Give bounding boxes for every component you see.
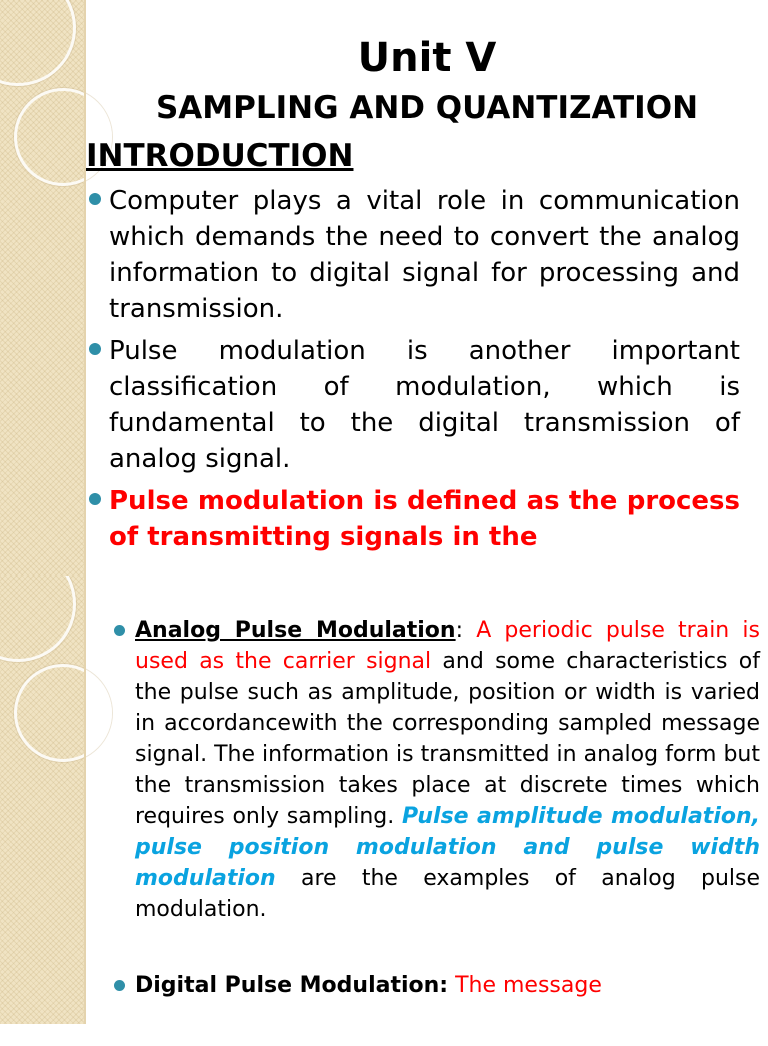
bullet-text-highlight: Pulse modulation is defined as the process of transmitting signals in the <box>109 486 740 552</box>
strip-edge <box>84 576 86 1024</box>
bullet-icon <box>114 625 125 636</box>
decorative-strip <box>0 0 84 576</box>
term-separator: : <box>455 618 477 643</box>
definition-highlight: A periodic pulse train is used as the carrier signal <box>135 618 760 674</box>
examples-highlight: Pulse amplitude modulation, pulse position modulation and pulse width modulation <box>135 804 760 891</box>
list-item <box>109 483 740 555</box>
ring-decoration <box>0 576 76 662</box>
bullet-icon <box>89 193 101 205</box>
decorative-strip <box>0 576 84 1024</box>
definition-highlight-digital: The message <box>448 973 602 998</box>
bullet-text: Computer plays a vital role in communication which demands the need to convert the analog information to digital signal for processing and transmission. <box>109 186 740 324</box>
bullet-text: Pulse modulation is another important classification of modulation, which is fundamental to the digital transmission of analog signal. <box>109 336 740 474</box>
term-analog-pulse-modulation: Analog Pulse Modulation <box>135 618 456 643</box>
slide-title: Unit V <box>357 35 497 81</box>
definition-text-end: are the examples of analog pulse modulation. <box>135 866 760 922</box>
ring-decoration <box>14 664 112 762</box>
definition-text: and some characteristics of the pulse such as amplitude, position or width is varied in accordancewith the corresponding sampled message signal. The information is transmitted in analog form but the transmission takes place at discrete times which requires only sampling. <box>135 649 760 829</box>
bullet-icon <box>89 493 101 505</box>
strip-edge <box>84 0 86 576</box>
slide-subtitle: SAMPLING AND QUANTIZATION <box>155 90 699 126</box>
ring-decoration <box>0 0 76 86</box>
list-item <box>109 333 740 477</box>
bullet-list <box>109 183 740 561</box>
bullet-list-2 <box>135 615 760 1046</box>
section-heading: INTRODUCTION <box>86 138 354 174</box>
bullet-icon <box>114 980 125 991</box>
list-item-analog <box>135 615 760 925</box>
list-item-digital <box>135 970 760 1001</box>
bullet-icon <box>89 343 101 355</box>
term-digital-pulse-modulation: Digital Pulse Modulation: <box>135 973 449 998</box>
list-item <box>109 183 740 327</box>
